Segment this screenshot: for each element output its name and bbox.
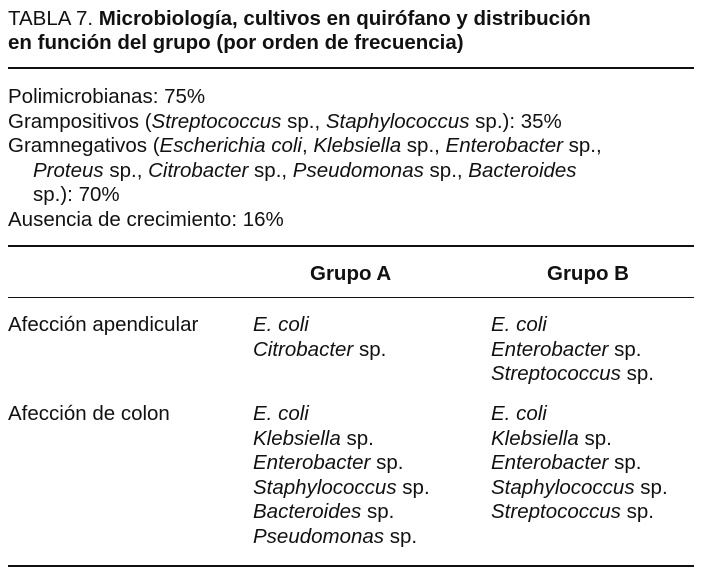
organism-entry [491,500,668,525]
row-label-apendicular: Afección apendicular [8,313,199,336]
organism-entry [491,313,654,338]
organism-name: E. coli [491,313,547,336]
organism-name: E. coli [253,402,309,425]
cell-apendicular-grupo-a [253,313,386,362]
organism-suffix: sp. [620,362,654,385]
organism-name: Klebsiella [253,426,341,450]
top-rule [8,67,694,69]
middle-rule [8,245,694,247]
organism-name: Streptococcus [491,500,621,523]
organism-name: Enterobacter [491,451,609,474]
summary-ausencia: Ausencia de crecimiento: 16% [8,207,284,231]
organism-name: Enterobacter [491,337,609,361]
organism-name: Bacteroides [253,500,362,523]
organism-suffix: sp. [370,451,404,474]
organism-suffix: sp. [396,475,430,499]
title-prefix: TABLA 7. [8,7,99,30]
summary-grampositivos: Grampositivos (Streptococcus sp., Staphylococcus sp.): 35% [8,109,562,133]
organism-entry [253,338,386,363]
organism-entry [253,476,430,501]
bottom-rule [8,565,694,567]
cell-colon-grupo-a [253,402,430,549]
organism-name: Streptococcus [491,362,621,385]
organism-suffix: sp. [634,475,668,499]
summary-gramnegativos: Gramnegativos (Escherichia coli, Klebsiella sp., Enterobacter sp., [8,134,602,157]
organism-name: Citrobacter [253,337,354,361]
organism-entry [253,427,430,452]
organism-entry [253,313,386,338]
organism-suffix: sp. [608,337,642,361]
organism-entry [253,451,430,476]
summary-block [8,85,694,232]
organism-suffix: sp. [620,500,654,523]
organism-name: Klebsiella [491,426,579,450]
organism-suffix: sp. [608,451,642,474]
cell-apendicular-grupo-b [491,313,654,387]
organism-name: Staphylococcus [253,475,397,499]
organism-entry [253,525,430,550]
organism-name: E. coli [491,402,547,425]
title-bold-line2: en función del grupo (por orden de frecuencia) [8,31,464,54]
summary-gramnegativos-cont2: sp.): 70% [33,183,120,206]
organism-entry [491,451,668,476]
cell-colon-grupo-b [491,402,668,525]
organism-suffix: sp. [578,426,612,450]
organism-entry [491,476,668,501]
row-label-colon: Afección de colon [8,402,170,425]
table-title [8,7,694,55]
organism-name: Staphylococcus [491,475,635,499]
summary-polimicrobianas: Polimicrobianas: 75% [8,85,206,108]
organism-suffix: sp. [340,426,374,450]
header-rule [8,297,694,298]
organism-entry [253,402,430,427]
organism-name: Pseudomonas [253,524,385,548]
organism-entry [253,500,430,525]
organism-name: E. coli [253,313,309,336]
organism-name: Enterobacter [253,451,371,474]
column-header-grupo-b: Grupo B [547,262,629,285]
summary-gramnegativos-cont1: Proteus sp., Citrobacter sp., Pseudomonas sp., Bacteroides [33,158,577,182]
title-bold-line1: Microbiología, cultivos en quirófano y distribución [98,7,591,30]
organism-entry [491,402,668,427]
organism-entry [491,427,668,452]
organism-entry [491,362,654,387]
organism-suffix: sp. [353,337,387,361]
organism-suffix: sp. [361,500,395,523]
column-header-grupo-a: Grupo A [310,262,392,285]
organism-suffix: sp. [384,524,418,548]
organism-entry [491,338,654,363]
